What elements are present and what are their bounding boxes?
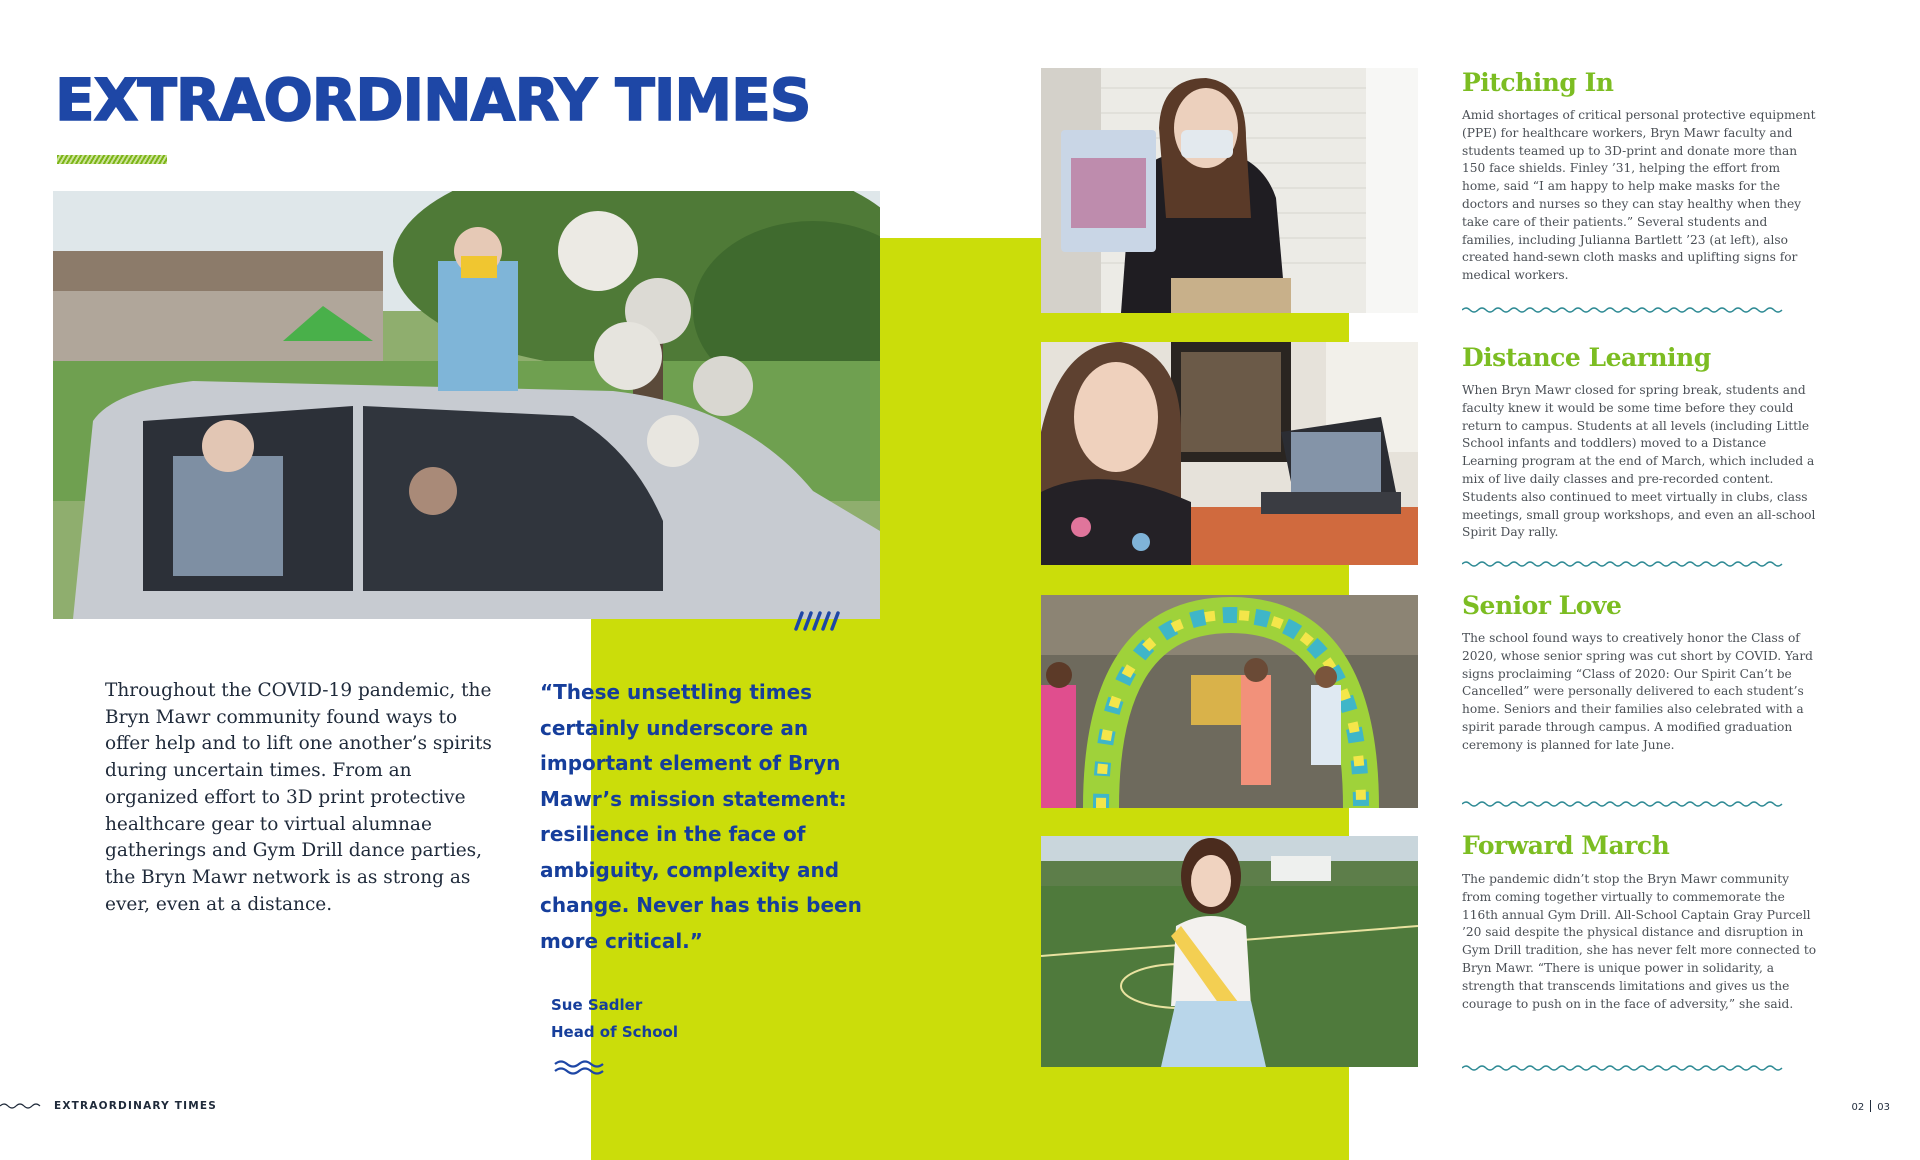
slash-accent-icon [792, 611, 844, 631]
footer-page-numbers [1852, 1100, 1890, 1113]
forward-march-photo [1041, 836, 1418, 1067]
car-parade-photo [53, 191, 880, 619]
quote-author-role: Head of School [551, 1023, 678, 1041]
pull-quote: “These unsettling times certainly underscore an important element of Bryn Mawr’s mission statement: resilience in the face of ambiguity, complexity and change. Never has this been more critical.” [540, 680, 862, 953]
page-title: EXTRAORDINARY TIMES [55, 66, 811, 134]
wave-divider-icon [1462, 560, 1788, 568]
footer-section-label: EXTRAORDINARY TIMES [54, 1100, 218, 1112]
mask-photo [1041, 68, 1418, 313]
section-title-senior-love: Senior Love [1462, 591, 1622, 620]
section-body-senior-love: The school found ways to creatively honor the Class of 2020, whose senior spring was cut short by COVID. Yard signs proclaiming “Class of 2020: Our Spirit Can’t be Cancelled” were personally delivered to each student’s home. Seniors and their families also celebrated with a spirit parade through campus. A modified graduation ceremony is planned for late June. [1462, 631, 1813, 752]
distance-learning-photo [1041, 342, 1418, 565]
page-number-right: 03 [1877, 1102, 1890, 1113]
footer-wave-left-icon [0, 1102, 44, 1110]
section-body-pitching-in: Amid shortages of critical personal protective equipment (PPE) for healthcare workers, Bryn Mawr faculty and students teamed up to 3D-print and donate more than 150 face shields. Finley ’31, helping the effort from home, said “I am happy to help make masks for the doctors and nurses so they can stay healthy when they take care of their patients.” Several students and families, including Julianna Bartlett ’23 (at left), also created hand-sewn cloth masks and uplifting signs for medical workers. [1462, 108, 1816, 283]
intro-paragraph: Throughout the COVID-19 pandemic, the Bryn Mawr community found ways to offer help and to lift one another’s spirits during uncertain times. From an organized effort to 3D print protective healthcare gear to virtual alumnae gatherings and Gym Drill dance parties, the Bryn Mawr network is as strong as ever, even at a distance. [105, 680, 492, 915]
section-title-pitching-in: Pitching In [1462, 68, 1614, 97]
wave-divider-icon [1462, 800, 1788, 808]
title-hatch-accent [57, 155, 167, 164]
wave-divider-icon [1462, 1064, 1788, 1072]
wave-divider-icon [1462, 306, 1788, 314]
section-body-forward-march: The pandemic didn’t stop the Bryn Mawr community from coming together virtually to commemorate the 116th annual Gym Drill. All-School Captain Gray Purcell ’20 said despite the physical distance and disruption in Gym Drill tradition, she has never felt more connected to Bryn Mawr. “There is unique power in solidarity, a strength that transcends limitations and gives us the courage to push on in the face of adversity,” she said. [1462, 872, 1817, 1011]
quote-wave-icon [553, 1059, 609, 1075]
quote-attribution [551, 992, 771, 1046]
page-number-left: 02 [1851, 1102, 1865, 1113]
senior-love-photo [1041, 595, 1418, 808]
quote-author-name: Sue Sadler [551, 996, 643, 1014]
section-title-distance-learning: Distance Learning [1462, 343, 1711, 372]
section-body-distance-learning: When Bryn Mawr closed for spring break, students and faculty knew it would be some time before they could return to campus. Students at all levels (including Little School infants and toddlers) moved to a Distance Learning program at the end of March, which included a mix of live daily classes and pre-recorded content. Students also continued to meet virtually in clubs, class meetings, small group workshops, and even an all-school Spirit Day rally. [1462, 383, 1816, 540]
section-title-forward-march: Forward March [1462, 831, 1670, 860]
page-number-divider [1870, 1100, 1871, 1112]
